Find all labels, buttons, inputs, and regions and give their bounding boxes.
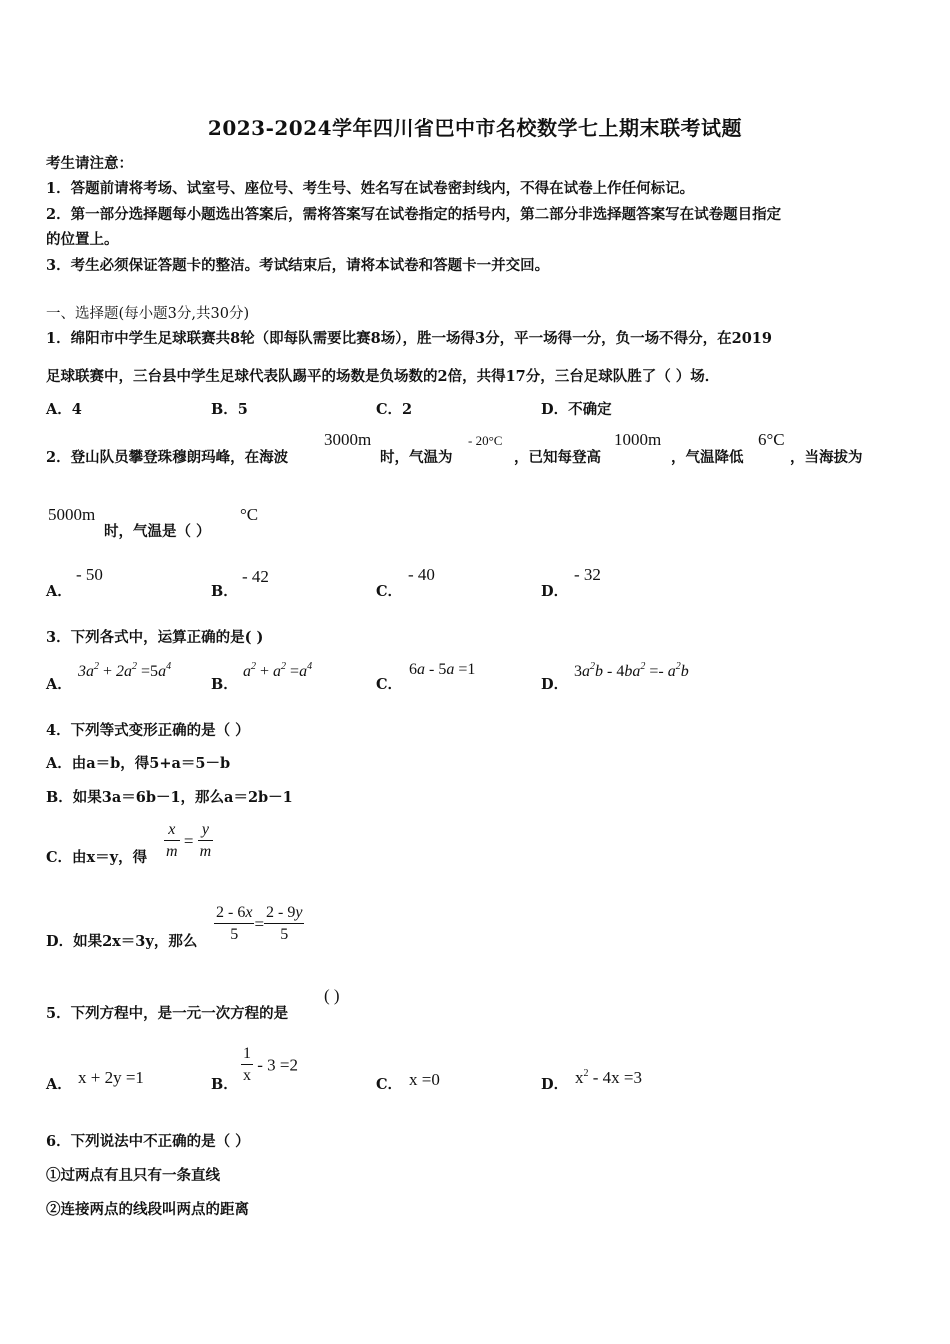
q2-text-4: ，气温降低 <box>671 449 744 466</box>
q2-math-target: 5000m <box>48 505 96 524</box>
q5-option-c-label: C． <box>376 1076 403 1093</box>
q3-option-c-expr: 6a - 5a =1 <box>409 661 476 678</box>
q5-option-b-expr: $\frac{1}{x}$ - 3 =2 <box>243 1045 298 1084</box>
q6-statement-1: ①过两点有且只有一条直线 <box>46 1167 220 1184</box>
q4-option-a: A．由a＝b，得5+a＝5－b <box>46 755 231 772</box>
q2-text-6: 时，气温是（ ） <box>104 523 211 540</box>
q6-statement-2: ②连接两点的线段叫两点的距离 <box>46 1201 249 1218</box>
q3-text: 3．下列各式中，运算正确的是( ) <box>46 629 264 646</box>
q2-option-c-label: C． <box>376 583 403 600</box>
q3-option-a-expr: $3a^2 + 2a^2 =5a^4$ <box>78 661 172 680</box>
notice-item-2: 2．第一部分选择题每小题选出答案后，需将答案写在试卷指定的括号内，第二部分非选择题答案写在试卷题目指定 <box>46 206 782 223</box>
q2-text-5: ，当海拔为 <box>790 449 863 466</box>
q5-option-d-expr: $x^2 - 4x =3$ <box>575 1068 642 1087</box>
notice-heading: 考生请注意： <box>46 155 133 172</box>
q2-math-unit: °C <box>240 505 259 524</box>
q5-paren: ( ) <box>324 986 340 1005</box>
q2-math-altitude: 3000m <box>324 430 372 449</box>
q4-option-c-expr: $\frac{x}{m}$ = $\frac{y}{m}$ <box>166 821 212 860</box>
q2-option-d-label: D． <box>541 583 569 600</box>
q2-math-climb: 1000m <box>614 430 662 449</box>
section-heading: 一、选择题(每小题3分,共30分) <box>46 306 250 322</box>
q5-option-a-expr: x + 2y =1 <box>78 1068 144 1087</box>
q2-option-b-label: B． <box>211 583 238 600</box>
q2-text-3: ，已知每登高 <box>514 449 601 466</box>
q6-text: 6．下列说法中不正确的是（ ） <box>46 1133 250 1150</box>
q3-option-a-label: A． <box>46 676 72 693</box>
q3-option-d-label: D． <box>541 676 569 693</box>
q3-option-c-label: C． <box>376 676 403 693</box>
notice-item-2-cont: 的位置上。 <box>46 231 119 248</box>
q1-line1: 1．绵阳市中学生足球联赛共8轮（即每队需要比赛8场），胜一场得3分，平一场得一分，负一场不得分，在2019 <box>46 330 772 347</box>
q4-option-b: B．如果3a＝6b－1，那么a＝2b－1 <box>46 789 293 806</box>
q5-option-a-label: A． <box>46 1076 72 1093</box>
page-title: 2023-2024学年四川省巴中市名校数学七上期末联考试题 <box>207 116 743 140</box>
q4-option-c: C．由x＝y，得 <box>46 849 148 866</box>
q1-option-a: A．4 <box>46 401 82 418</box>
q4-option-d: D．如果2x＝3y，那么 <box>46 933 198 950</box>
q3-option-b-expr: $a^2 + a^2 =a^4$ <box>243 661 313 680</box>
q5-text: 5．下列方程中，是一元一次方程的是 <box>46 1005 289 1022</box>
q2-text-2: 时，气温为 <box>380 449 453 466</box>
q4-option-d-expr: $\frac{2 - 6x}{5}$ = $\frac{2 - 9y}{5}$ <box>216 904 303 943</box>
q1-option-c: C．2 <box>376 401 413 418</box>
q1-line2: 足球联赛中，三台县中学生足球代表队踢平的场数是负场数的2倍，共得17分，三台足球队胜了（ ）场． <box>46 368 720 385</box>
q3-option-d-expr: $3a^2b - 4ba^2 =- a^2b$ <box>574 661 689 680</box>
q5-option-d-label: D． <box>541 1076 569 1093</box>
q5-option-c-expr: x =0 <box>409 1070 440 1089</box>
notice-item-1: 1．答题前请将考场、试室号、座位号、考生号、姓名写在试卷密封线内，不得在试卷上作任何标记。 <box>46 180 695 197</box>
q4-text: 4．下列等式变形正确的是（ ） <box>46 722 250 739</box>
q2-option-c-value: - 40 <box>408 565 435 584</box>
q2-option-b-value: - 42 <box>242 567 269 586</box>
notice-item-3: 3．考生必须保证答题卡的整洁。考试结束后，请将本试卷和答题卡一并交回。 <box>46 257 550 274</box>
q1-option-b: B．5 <box>211 401 248 418</box>
q2-math-temp: - 20°C <box>468 433 503 448</box>
q2-option-a-value: - 50 <box>76 565 103 584</box>
q3-option-b-label: B． <box>211 676 238 693</box>
q1-option-d: D．不确定 <box>541 401 612 418</box>
q2-option-a-label: A． <box>46 583 72 600</box>
q2-math-drop: 6°C <box>758 430 785 449</box>
q2-text-1: 2．登山队员攀登珠穆朗玛峰，在海波 <box>46 449 289 466</box>
q2-option-d-value: - 32 <box>574 565 601 584</box>
q5-option-b-label: B． <box>211 1076 238 1093</box>
